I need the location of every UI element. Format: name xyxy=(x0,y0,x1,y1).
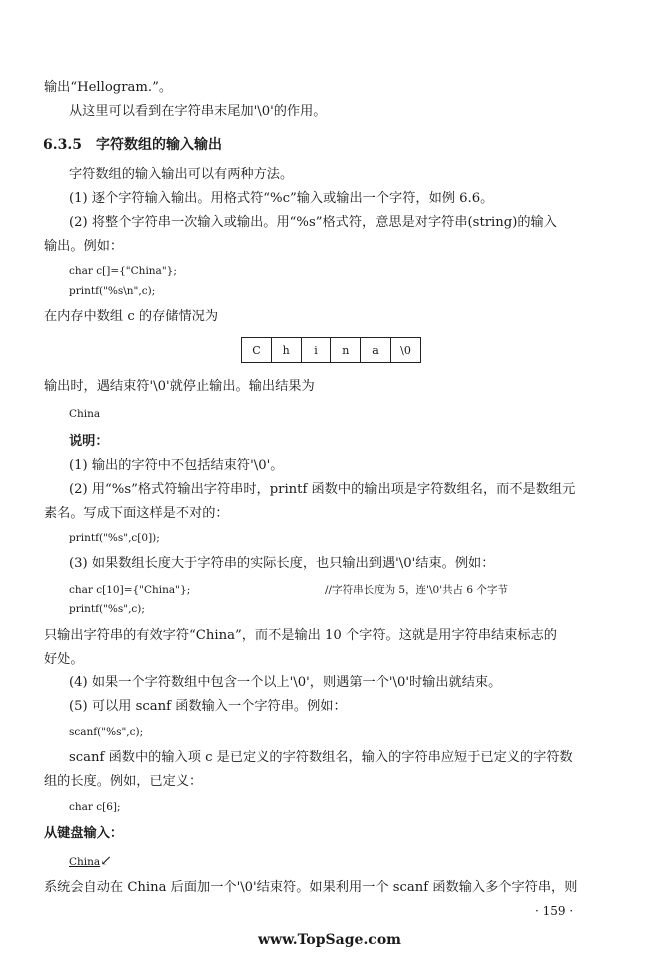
text-line: (4) 如果一个字符数组中包含一个以上'\0'，则遇第一个'\0'时输出就结束。 xyxy=(69,675,502,690)
text-line: 从这里可以看到在字符串末尾加'\0'的作用。 xyxy=(69,104,327,119)
text-line: 组的长度。例如，已定义： xyxy=(44,774,203,789)
memory-array-diagram xyxy=(241,337,421,363)
footer-url: www.TopSage.com xyxy=(258,932,401,948)
text-line: (2) 用“%s”格式符输出字符串时，printf 函数中的输出项是字符数组名，而不是数组元 xyxy=(69,482,576,497)
memory-cell: i xyxy=(302,338,332,362)
enter-key-icon: ↙ xyxy=(100,853,112,869)
code-line: China xyxy=(69,408,101,420)
code-comment: //字符串长度为 5，连'\0'共占 6 个字节 xyxy=(325,584,508,596)
text-line: 从键盘输入： xyxy=(44,826,124,841)
code-line: scanf("%s",c); xyxy=(69,726,144,738)
text-line: 输出时，遇结束符'\0'就停止输出。输出结果为 xyxy=(44,379,315,394)
code-line: printf("%s\n",c); xyxy=(69,285,156,297)
text-line: 素名。写成下面这样是不对的： xyxy=(44,506,229,521)
text-line: (1) 输出的字符中不包括结束符'\0'。 xyxy=(69,458,284,473)
text-line: 字符数组的输入输出可以有两种方法。 xyxy=(69,167,294,182)
text-line: (5) 可以用 scanf 函数输入一个字符串。例如： xyxy=(69,699,347,714)
code-line: char c[10]={"China"}; xyxy=(69,584,191,596)
memory-cell: \0 xyxy=(400,343,411,357)
text-line: 输出“Hellogram.”。 xyxy=(44,80,173,95)
memory-cell: a xyxy=(361,338,391,362)
text-line: 系统会自动在 China 后面加一个'\0'结束符。如果利用一个 scanf 函数输入多个字符串，则 xyxy=(44,880,578,895)
memory-cell: C xyxy=(242,338,272,362)
code-line: char c[]={"China"}; xyxy=(69,265,177,277)
text-line: 只输出字符串的有效字符“China”，而不是输出 10 个字符。这就是用字符串结束标志的 xyxy=(44,628,557,643)
memory-cell: n xyxy=(331,338,361,362)
keyboard-input-line xyxy=(69,853,112,870)
text-line: (3) 如果数组长度大于字符串的实际长度，也只输出到遇'\0'结束。例如： xyxy=(69,556,495,571)
text-line: scanf 函数中的输入项 c 是已定义的字符数组名，输入的字符串应短于已定义的字符数 xyxy=(69,750,573,765)
section-heading: 6.3.5 字符数组的输入输出 xyxy=(43,137,222,153)
memory-cell: h xyxy=(272,338,302,362)
note-heading: 说明： xyxy=(69,434,109,449)
text-line: (1) 逐个字符输入输出。用格式符“%c”输入或输出一个字符，如例 6.6。 xyxy=(69,191,494,206)
text-line: 好处。 xyxy=(44,652,84,667)
code-line: char c[6]; xyxy=(69,801,121,813)
text-line: 输出。例如： xyxy=(44,239,124,254)
text-line: 在内存中数组 c 的存储情况为 xyxy=(44,309,219,324)
text-line: (2) 将整个字符串一次输入或输出。用“%s”格式符，意思是对字符串(string)的输入 xyxy=(69,215,557,230)
code-line: printf("%s",c[0]); xyxy=(69,532,160,544)
input-text: China xyxy=(69,856,101,868)
code-line: printf("%s",c); xyxy=(69,603,145,615)
page-number: · 159 · xyxy=(535,904,574,918)
